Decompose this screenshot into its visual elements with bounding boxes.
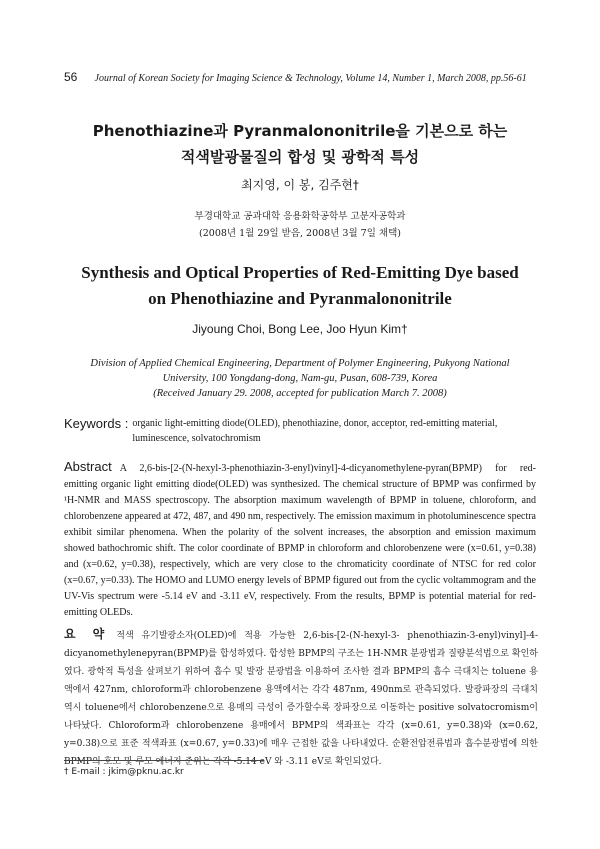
english-affiliation-line-1: Division of Applied Chemical Engineering, Department of Polymer Engineering, Pukyong National — [90, 358, 510, 369]
page-number: 56 — [64, 70, 78, 84]
english-received-dates: (Received January 29. 2008, accepted for publication March 7. 2008) — [153, 388, 447, 399]
korean-title — [0, 118, 600, 170]
abstract-label: Abstract — [64, 459, 112, 474]
korean-authors: 최지영, 이 봉, 김주현† — [241, 178, 359, 192]
keywords-label: Keywords : — [64, 416, 129, 431]
keywords-section — [64, 416, 536, 446]
keywords-text: organic light-emitting diode(OLED), phenothiazine, donor, acceptor, red-emitting material, luminescence, solvatochromism — [132, 418, 498, 444]
english-title-line-1: Synthesis and Optical Properties of Red-Emitting Dye based — [81, 263, 519, 282]
english-affiliation-line-2: University, 100 Yongdang-dong, Nam-gu, Pusan, 608-739, Korea — [162, 373, 438, 384]
running-header — [64, 70, 560, 84]
korean-summary-section — [64, 625, 538, 771]
korean-summary-text: 적색 유기발광소자(OLED)에 적용 가능한 2,6-bis-[2-(N-hexyl-3- phenothiazin-3-enyl)vinyl]-4-dicyanomethylenepyran(BPMP)를 합성하였다. 합성한 BPMP의 구조는 1H-NMR 분광법과 질량분석법으로 확인하였다. 광학적 특성을 살펴보기 위하여 흡수 및 발광 분광법을 이용하여 조사한 결과 BPMP의 흡수 극대치는 toluene 용액에서 427nm, chloroform과 chlorobenzene 용액에서는 각각 487nm, 490nm로 관측되었다. 발광파장의 극대치 역시 toluene에서 chlorobenzene으로 용매의 극성이 증가할수록 장파장으로 이동하는 positive solvatocromism이 나타났다. Chloroform과 chlorobenzene 용매에서 BPMP의 색좌표는 각각 (x=0.61, y=0.38)와 (x=0.62, y=0.38)으로 표준 적색좌표 (x=0.67, y=0.33)에 매우 근접한 값을 나타내었다. 순환전압전류법과 흡수분광법에 의한 BPMP의 호모 및 루모 에너지 준위는 각각 -5.14 eV 와 -3.11 eV로 확인되었다. — [64, 631, 538, 767]
korean-title-line-2: 적색발광물질의 합성 및 광학적 특성 — [180, 148, 420, 166]
english-affiliation — [60, 356, 540, 401]
corresponding-email-footnote: † E-mail : jkim@pknu.ac.kr — [64, 767, 184, 777]
korean-affiliation-line-1: 부경대학교 공과대학 응용화학공학부 고분자공학과 — [194, 211, 406, 222]
abstract-text: A 2,6-bis-[2-(N-hexyl-3-phenothiazin-3-enyl)vinyl]-4-dicyanomethylene-pyran(BPMP) for red-emitting organic light emitting diode(OLED) was synthesized. The chemical structure of BPMP was confirmed by ¹H-NMR and MASS spectroscopy. The absorption maximum wavelength of BPMP in toluene, chloroform, and chlorobenzene appeared at 472, 487, and 490 nm, respectively. The emission maximum in photoluminescence spectra exhibit similar phenomena. When the polarity of the solvent increases, the absorption and emission maximum showed bathochromic shift. The color coordinate of BPMP in chloroform and chlorobenzene were (x=0.61, y=0.38) and (x=0.62, y=0.38), respectively, which are very close to the chromaticity coordinate of NTSC for red color (x=0.67, y=0.33). The HOMO and LUMO energy levels of BPMP figured out from the cyclic voltammogram and the UV-Vis spectrum were -5.14 eV and -3.11 eV, respectively. From the results, BPMP is potential material for red-emitting OLEDs. — [64, 463, 536, 618]
korean-affiliation — [0, 208, 600, 242]
english-title — [0, 260, 600, 312]
english-authors: Jiyoung Choi, Bong Lee, Joo Hyun Kim† — [192, 322, 408, 336]
korean-received-dates: (2008년 1월 29일 받음, 2008년 3월 7일 채택) — [199, 228, 401, 239]
abstract-section — [64, 459, 536, 621]
korean-title-line-1: Phenothiazine과 Pyranmalononitrile을 기본으로 하는 — [92, 122, 508, 140]
footnote-divider — [64, 760, 264, 761]
english-title-line-2: on Phenothiazine and Pyranmalononitrile — [148, 289, 452, 308]
korean-summary-label: 요 약 — [64, 627, 109, 641]
journal-citation: Journal of Korean Society for Imaging Science & Technology, Volume 14, Number 1, March 2008, pp.56-61 — [94, 73, 527, 84]
